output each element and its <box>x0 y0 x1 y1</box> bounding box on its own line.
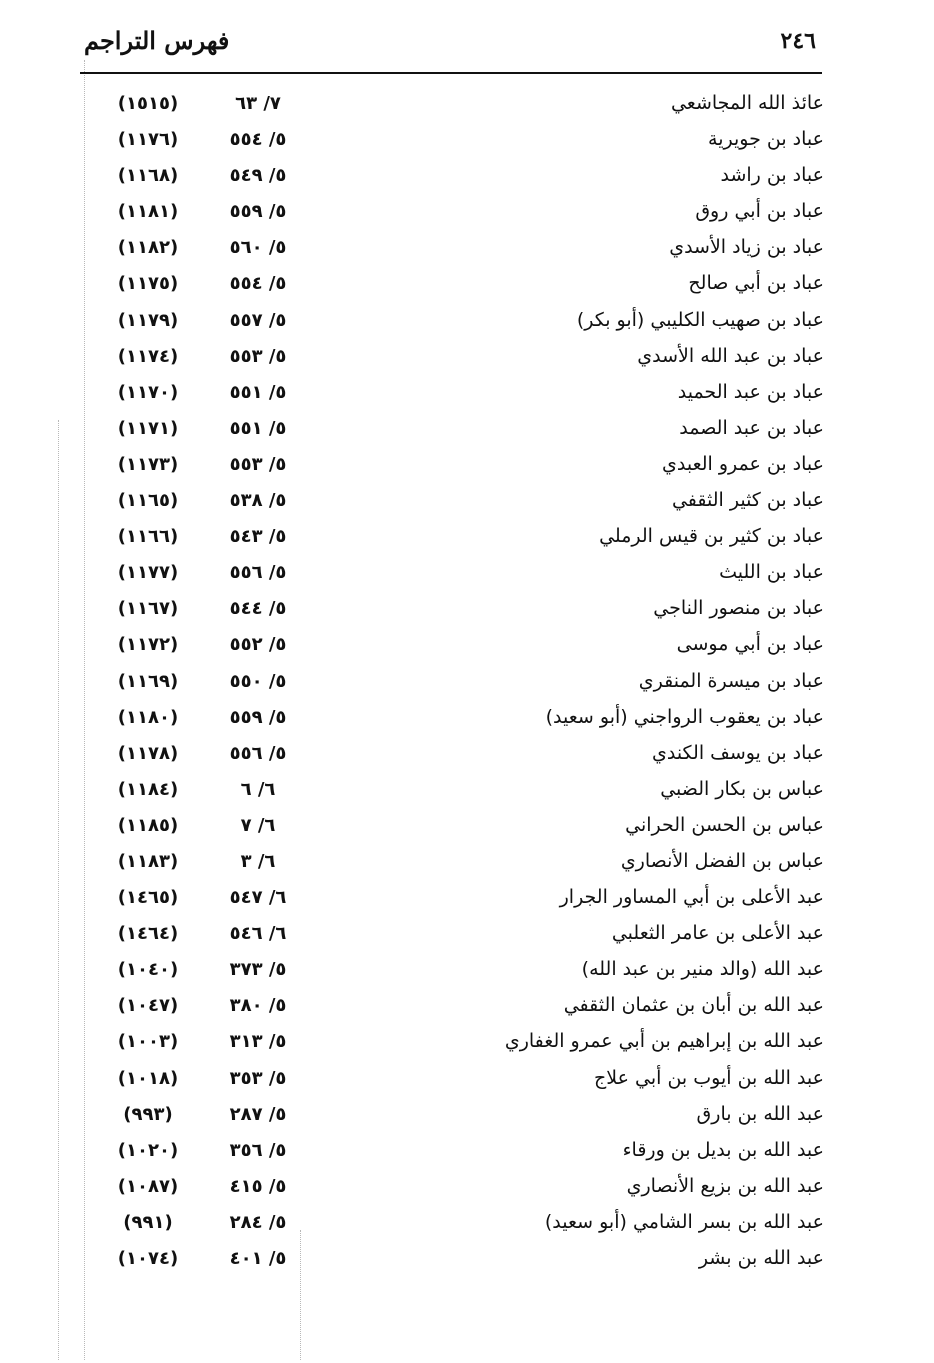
index-entry <box>90 629 830 665</box>
entry-name: عبد الله (والد منير بن عبد الله) <box>581 958 824 981</box>
index-entry <box>90 413 830 449</box>
entry-volume-page: ٥/ ٣٨٠ <box>229 995 287 1017</box>
scan-artifact-line <box>84 60 85 1360</box>
entry-volume-page: ٥/ ٥٤٩ <box>229 165 287 187</box>
entry-volume-page: ٥/ ٤٠١ <box>229 1248 287 1269</box>
entry-name: عبد الله بن بزيع الأنصاري <box>626 1174 824 1197</box>
entry-volume-page: ٥/ ٣١٣ <box>229 1031 287 1053</box>
index-entry <box>90 810 830 846</box>
entry-number: (١١٧٦) <box>117 129 179 151</box>
entry-number: (١١٨٤) <box>117 778 179 800</box>
index-entry <box>90 341 830 377</box>
entry-number: (١٠٤٧) <box>117 995 179 1017</box>
entry-volume-page: ٥/ ٥٤٣ <box>229 526 287 548</box>
entry-number: (١١٧٥) <box>117 273 179 295</box>
entry-number: (١٤٦٥) <box>117 887 179 909</box>
entry-number: (١١٨٠) <box>117 706 179 728</box>
entry-name: عباد بن جويرية <box>708 128 824 151</box>
entry-number: (١١٨٥) <box>117 814 179 836</box>
entry-name: عبد الله بن بشر <box>698 1247 824 1269</box>
scan-artifact-line <box>58 420 59 1360</box>
entry-number: (١٠٨٧) <box>117 1175 179 1197</box>
index-entry <box>90 1207 830 1243</box>
index-entry <box>90 882 830 918</box>
entry-volume-page: ٥/ ٥٥٢ <box>229 634 287 656</box>
index-entry <box>90 738 830 774</box>
entry-volume-page: ٥/ ٥٥٣ <box>229 453 287 475</box>
index-entry <box>90 449 830 485</box>
entry-number: (١١٦٧) <box>117 598 179 620</box>
index-entry <box>90 990 830 1026</box>
entry-name: عباد بن عبد الله الأسدي <box>637 344 824 367</box>
entry-volume-page: ٥/ ٥٥٦ <box>229 742 287 764</box>
entry-volume-page: ٦/ ٥٤٧ <box>229 887 287 909</box>
entry-name: عبد الأعلى بن أبي المساور الجرار <box>559 886 824 909</box>
index-entry <box>90 666 830 702</box>
entry-number: (١٠٤٠) <box>117 959 179 981</box>
entry-name: عبد الله بن بارق <box>696 1102 824 1125</box>
entry-volume-page: ٦/ ٦ <box>240 778 276 800</box>
entry-volume-page: ٥/ ٣٥٣ <box>229 1067 287 1089</box>
entry-volume-page: ٥/ ٥٥١ <box>229 417 287 439</box>
entry-volume-page: ٥/ ٥٥٣ <box>229 345 287 367</box>
entry-name: عباد بن أبي صالح <box>688 272 824 295</box>
entry-number: (١١٨٣) <box>117 850 179 872</box>
index-entry <box>90 846 830 882</box>
entry-number: (١٤٦٤) <box>117 923 179 945</box>
index-entry <box>90 521 830 557</box>
entry-number: (١١٨٢) <box>117 237 179 259</box>
entry-volume-page: ٥/ ٥٤٤ <box>229 598 287 620</box>
entry-volume-page: ٦/ ٣ <box>240 850 276 872</box>
index-entry <box>90 1135 830 1171</box>
entry-number: (١٠٠٣) <box>117 1031 179 1053</box>
entry-name: عباد بن يوسف الكندي <box>651 741 824 764</box>
entry-name: عباد بن يعقوب الرواجني (أبو سعيد) <box>545 705 824 728</box>
entry-volume-page: ٥/ ٥٥٩ <box>229 201 287 223</box>
index-entry <box>90 1026 830 1062</box>
page-number: ٢٤٦ <box>780 28 816 54</box>
entry-name: عبد الله بن بسر الشامي (أبو سعيد) <box>544 1210 824 1233</box>
index-entry <box>90 918 830 954</box>
entry-number: (٩٩١) <box>123 1211 173 1233</box>
entry-number: (١١٧٨) <box>117 742 179 764</box>
entry-number: (١١٦٨) <box>117 165 179 187</box>
entry-name: عباد بن عبد الحميد <box>677 380 824 403</box>
index-entry <box>90 702 830 738</box>
entry-name: عباد بن ميسرة المنقري <box>638 669 824 692</box>
entry-volume-page: ٥/ ٥٥٤ <box>229 273 287 295</box>
entry-name: عباس بن بكار الضبي <box>660 777 824 800</box>
entry-volume-page: ٥/ ٥٥٤ <box>229 129 287 151</box>
entry-name: عباد بن الليث <box>719 561 824 584</box>
entry-name: عباس بن الفضل الأنصاري <box>620 849 824 872</box>
entry-number: (١٠٧٤) <box>117 1248 179 1269</box>
entry-volume-page: ٥/ ٣٧٣ <box>229 959 287 981</box>
entry-number: (١١٦٦) <box>117 526 179 548</box>
entry-volume-page: ٥/ ٥٥٦ <box>229 562 287 584</box>
index-entry <box>90 1171 830 1207</box>
index-entry <box>90 268 830 304</box>
index-entry <box>90 1099 830 1135</box>
entry-name: عبد الأعلى بن عامر الثعلبي <box>611 922 824 945</box>
entry-number: (١١٧١) <box>117 417 179 439</box>
index-entry <box>90 774 830 810</box>
entry-name: عباد بن أبي موسى <box>676 633 824 656</box>
page-header <box>80 26 822 74</box>
entry-name: عباد بن راشد <box>720 164 824 187</box>
entry-number: (١٠٢٠) <box>117 1139 179 1161</box>
index-entry <box>90 160 830 196</box>
entry-number: (١٠١٨) <box>117 1067 179 1089</box>
entry-name: عباد بن كثير الثقفي <box>671 489 824 512</box>
entry-number: (١١٧٧) <box>117 562 179 584</box>
entry-volume-page: ٥/ ٥٦٠ <box>229 237 287 259</box>
entry-volume-page: ٦/ ٧ <box>240 814 276 836</box>
index-entry <box>90 954 830 990</box>
entry-name: عباد بن كثير بن قيس الرملي <box>599 525 824 548</box>
running-title: فهرس التراجم <box>84 26 230 55</box>
entry-volume-page: ٥/ ٥٥١ <box>229 381 287 403</box>
index-entry <box>90 1243 830 1279</box>
entry-name: عباد بن عمرو العبدي <box>662 452 824 475</box>
entry-name: عباد بن أبي روق <box>695 200 824 223</box>
entry-name: عباد بن منصور الناجي <box>653 597 824 620</box>
entry-name: عباد بن عبد الصمد <box>679 416 824 439</box>
entry-number: (١١٧٩) <box>117 309 179 331</box>
biography-index-list <box>90 88 830 1279</box>
entry-name: عبد الله بن إبراهيم بن أبي عمرو الغفاري <box>504 1030 824 1053</box>
entry-name: عباد بن صهيب الكليبي (أبو بكر) <box>576 308 824 331</box>
entry-volume-page: ٥/ ٥٥٠ <box>229 670 287 692</box>
entry-volume-page: ٥/ ٣٥٦ <box>229 1139 287 1161</box>
entry-name: عائذ الله المجاشعي <box>670 92 824 114</box>
entry-number: (١١٧٢) <box>117 634 179 656</box>
index-entry <box>90 305 830 341</box>
entry-name: عباس بن الحسن الحراني <box>625 813 824 836</box>
entry-name: عباد بن زياد الأسدي <box>669 236 824 259</box>
entry-volume-page: ٥/ ٥٣٨ <box>229 490 287 512</box>
entry-volume-page: ٦/ ٥٤٦ <box>229 923 287 945</box>
entry-name: عبد الله بن أيوب بن أبي علاج <box>594 1066 824 1089</box>
index-entry <box>90 196 830 232</box>
entry-volume-page: ٧/ ٦٣ <box>235 93 281 114</box>
index-entry <box>90 124 830 160</box>
entry-number: (١١٧٠) <box>117 381 179 403</box>
index-entry <box>90 232 830 268</box>
index-entry <box>90 1063 830 1099</box>
entry-volume-page: ٥/ ٥٥٧ <box>229 309 287 331</box>
index-entry <box>90 485 830 521</box>
index-entry <box>90 377 830 413</box>
entry-name: عبد الله بن أبان بن عثمان الثقفي <box>563 994 824 1017</box>
entry-volume-page: ٥/ ٥٥٩ <box>229 706 287 728</box>
entry-number: (١١٧٤) <box>117 345 179 367</box>
index-entry <box>90 593 830 629</box>
index-entry <box>90 557 830 593</box>
entry-volume-page: ٥/ ٢٨٧ <box>229 1103 287 1125</box>
entry-number: (١٥١٥) <box>117 93 179 114</box>
entry-volume-page: ٥/ ٢٨٤ <box>229 1211 287 1233</box>
entry-number: (١١٨١) <box>117 201 179 223</box>
entry-number: (١١٦٩) <box>117 670 179 692</box>
entry-name: عبد الله بن بديل بن ورقاء <box>622 1138 824 1161</box>
index-entry <box>90 88 830 124</box>
entry-number: (٩٩٣) <box>123 1103 173 1125</box>
entry-number: (١١٧٣) <box>117 453 179 475</box>
entry-volume-page: ٥/ ٤١٥ <box>229 1175 287 1197</box>
entry-number: (١١٦٥) <box>117 490 179 512</box>
